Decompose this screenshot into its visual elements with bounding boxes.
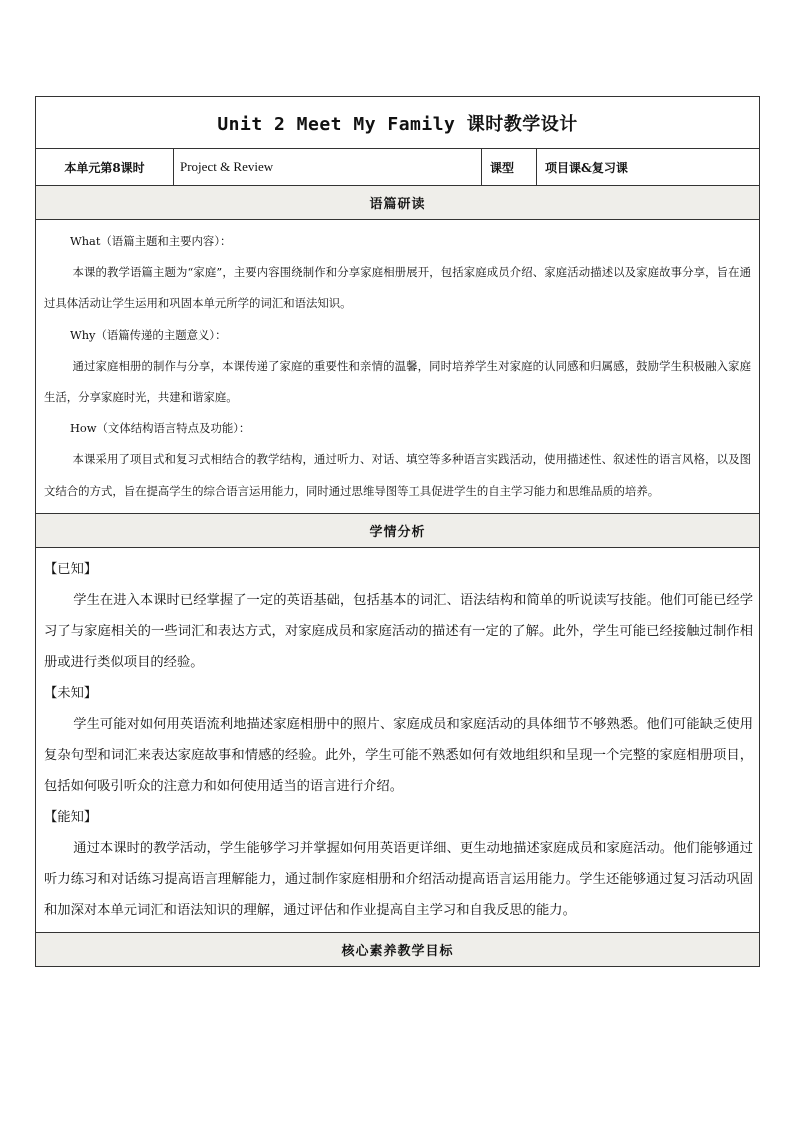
unknown-body: 学生可能对如何用英语流利地描述家庭相册中的照片、家庭成员和家庭活动的具体细节不够熟悉。他们可能缺乏使用复杂句型和词汇来表达家庭故事和情感的经验。此外，学生可能不熟悉如何有效地组织和呈现一个完整的家庭相册项目，包括如何吸引听众的注意力和如何使用适当的语言进行介绍。 [44,716,754,794]
lesson-plan-table [35,96,760,967]
learner-analysis-heading: 学情分析 [36,513,760,547]
lesson-type-label: 课型 [482,149,537,186]
able-body: 通过本课时的教学活动，学生能够学习并掌握如何用英语更详细、更生动地描述家庭成员和家庭活动。他们能够通过听力练习和对话练习提高语言理解能力，通过制作家庭相册和介绍活动提高语言运用能力。学生还能够通过复习活动巩固和加深对本单元词汇和语法知识的理解，通过评估和作业提高自主学习和自我反思的能力。 [44,840,754,918]
document-title: Unit 2 Meet My Family 课时教学设计 [36,97,760,149]
how-body: 本课采用了项目式和复习式相结合的教学结构，通过听力、对话、填空等多种语言实践活动，使用描述性、叙述性的语言风格，以及图文结合的方式，旨在提高学生的综合语言运用能力，同时通过思维导图等工具促进学生的自主学习能力和思维品质的培养。 [44,452,752,498]
text-analysis-content [36,220,760,514]
what-body: 本课的教学语篇主题为“家庭”，主要内容围绕制作和分享家庭相册展开，包括家庭成员介绍、家庭活动描述以及家庭故事分享，旨在通过具体活动让学生运用和巩固本单元所学的词汇和语法知识。 [44,265,752,311]
known-tag: 【已知】 [44,561,98,577]
how-title: How（文体结构语言特点及功能）： [70,421,251,436]
known-body: 学生在进入本课时已经掌握了一定的英语基础，包括基本的词汇、语法结构和简单的听说读写技能。他们可能已经学习了与家庭相关的一些词汇和表达方式，对家庭成员和家庭活动的描述有一定的了解。此外，学生可能已经接触过制作相册或进行类似项目的经验。 [44,592,754,670]
lesson-number-label: 本单元第8课时 [36,149,174,186]
lesson-info-row [36,149,760,186]
able-tag: 【能知】 [44,809,98,825]
lesson-type-value: 项目课&复习课 [537,149,760,186]
what-title: What（语篇主题和主要内容）： [70,234,232,248]
unknown-tag: 【未知】 [44,685,98,701]
lesson-number-value: Project & Review [174,149,482,186]
why-body: 通过家庭相册的制作与分享，本课传递了家庭的重要性和亲情的温馨，同时培养学生对家庭的认同感和归属感，鼓励学生积极融入家庭生活，分享家庭时光，共建和谐家庭。 [44,358,752,405]
why-title: Why（语篇传递的主题意义）： [70,327,227,342]
learner-analysis-content [36,547,760,932]
text-analysis-heading: 语篇研读 [36,186,760,220]
objectives-heading: 核心素养教学目标 [36,932,760,966]
